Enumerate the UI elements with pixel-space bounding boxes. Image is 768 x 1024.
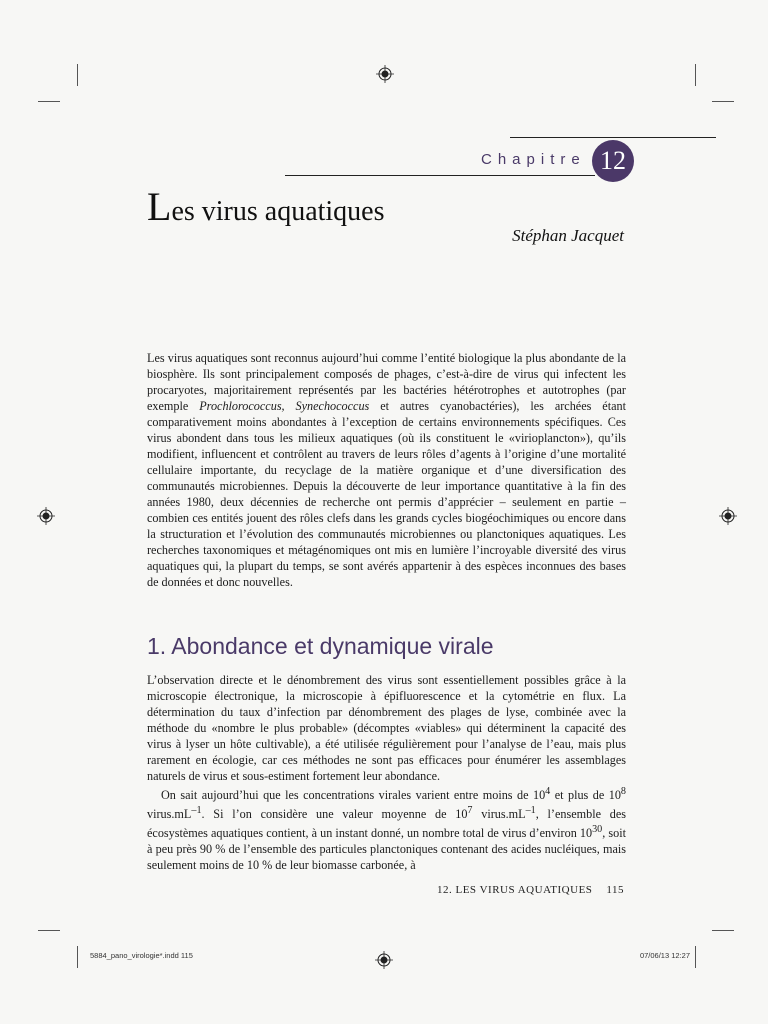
chapter-title-initial: L: [147, 184, 172, 229]
crop-mark-bottom-left: [77, 946, 78, 968]
crop-mark-top-right: [695, 64, 696, 86]
chapter-title: [147, 183, 385, 230]
slug-date: 07/06/13 12:27: [639, 951, 690, 960]
section-body: [147, 672, 626, 873]
registration-mark-icon: [719, 507, 737, 525]
intro-paragraph: [147, 350, 626, 590]
registration-mark-icon: [376, 65, 394, 83]
registration-mark-icon: [37, 507, 55, 525]
crop-mark-bottom-right: [695, 946, 696, 968]
chapter-label: Chapitre: [481, 151, 586, 168]
crop-mark-top-left: [77, 64, 78, 86]
section-paragraph-2: On sait aujourd’hui que les concentrations virales varient entre moins de $10^4$ et plus de $10^8$ $virus.mL^{-1}$. Si l’on considère une valeur moyenne de $10^7$ $virus.mL^{-1}$, l’ensemble des écosystèmes aquatiques contient, à un instant donné, un nombre total de virus d’environ $10^{30}$, soit à peu près 90 % de l’ensemble des particules planctoniques contenant des acides nucléiques, mais seulement moins de 10 % de leur biomasse carbonée, à: [147, 786, 627, 873]
chapter-number-badge: 12: [592, 140, 634, 182]
section-heading: 1. Abondance et dynamique virale: [147, 633, 494, 659]
crop-mark-bottom-left-h: [38, 930, 60, 931]
crop-mark-top-right-h: [712, 101, 734, 102]
running-footer: [437, 884, 624, 896]
chapter-rule-top: [510, 137, 716, 138]
crop-mark-bottom-right-h: [712, 930, 734, 931]
slug-file: 5884_pano_virologie*.indd 115: [90, 951, 193, 960]
chapter-rule-bottom: [285, 175, 595, 176]
intro-text-start: Les virus aquatiques sont reconnus aujourd’hui comme l’entité biologique la plus abondante de la biosphère. Ils sont principalement composés de phages, c’est-à-dire de virus qui infectent les procaryotes, majoritairement représentés par les bactéries hétérotrophes et autotrophes (par exemple: [147, 351, 626, 413]
section-paragraph-1: L’observation directe et le dénombrement des virus sont essentiellement possibles grâce à la microscopie électronique, la microscopie à épifluorescence et la cytométrie en flux. La détermination du taux d’infection par dénombrement des plages de lyse, combinée avec la méthode du «nombre le plus probable» (décomptes «viables» qui déterminent la capacité des virus à lyser un hôte cultivable), a été utilisée régulièrement pour l’analyse de l’eau, mais plus rarement en écologie, car ces méthodes ne sont pas efficaces pour énumérer les assemblages naturels de virus et sous-estiment fortement leur abondance.: [147, 673, 626, 783]
crop-mark-top-left-h: [38, 101, 60, 102]
chapter-author: Stéphan Jacquet: [512, 226, 624, 245]
intro-text-end: et autres cyanobactéries), les archées étant comparativement moins abondantes à l’exception de certains environnements spécifiques. Ces virus abondent dans tous les milieux aquatiques (où ils constituent le «virioplancton»), qu’ils modifient, influencent et contrôlent au travers de leurs rôles d’agents à l’origine d’une mortalité cellulaire importante, du recyclage de la matière organique et d’une diversification des communautés microbiennes. Depuis la découverte de leur importance quantitative à la fin des années 1980, deux décennies de recherche ont permis d’apprécier – seulement en partie – combien ces entités jouent des rôles clefs dans les grands cycles biogéochimiques ou encore dans la structuration et l’évolution des communautés microbiennes ou planctoniques aquatiques. Les recherches taxonomiques et métagénomiques ont mis en lumière l’incroyable diversité des virus aquatiques qui, la plupart du temps, se sont avérés appartenir à des espèces inconnues des bases de données et donc nouvelles.: [147, 399, 626, 589]
intro-species-italic: Prochlorococcus, Synechococcus: [199, 399, 370, 413]
running-head: 12. LES VIRUS AQUATIQUES: [436, 884, 593, 896]
registration-mark-icon: [375, 951, 393, 969]
page-number: 115: [606, 884, 624, 896]
chapter-title-rest: es virus aquatiques: [171, 196, 385, 227]
